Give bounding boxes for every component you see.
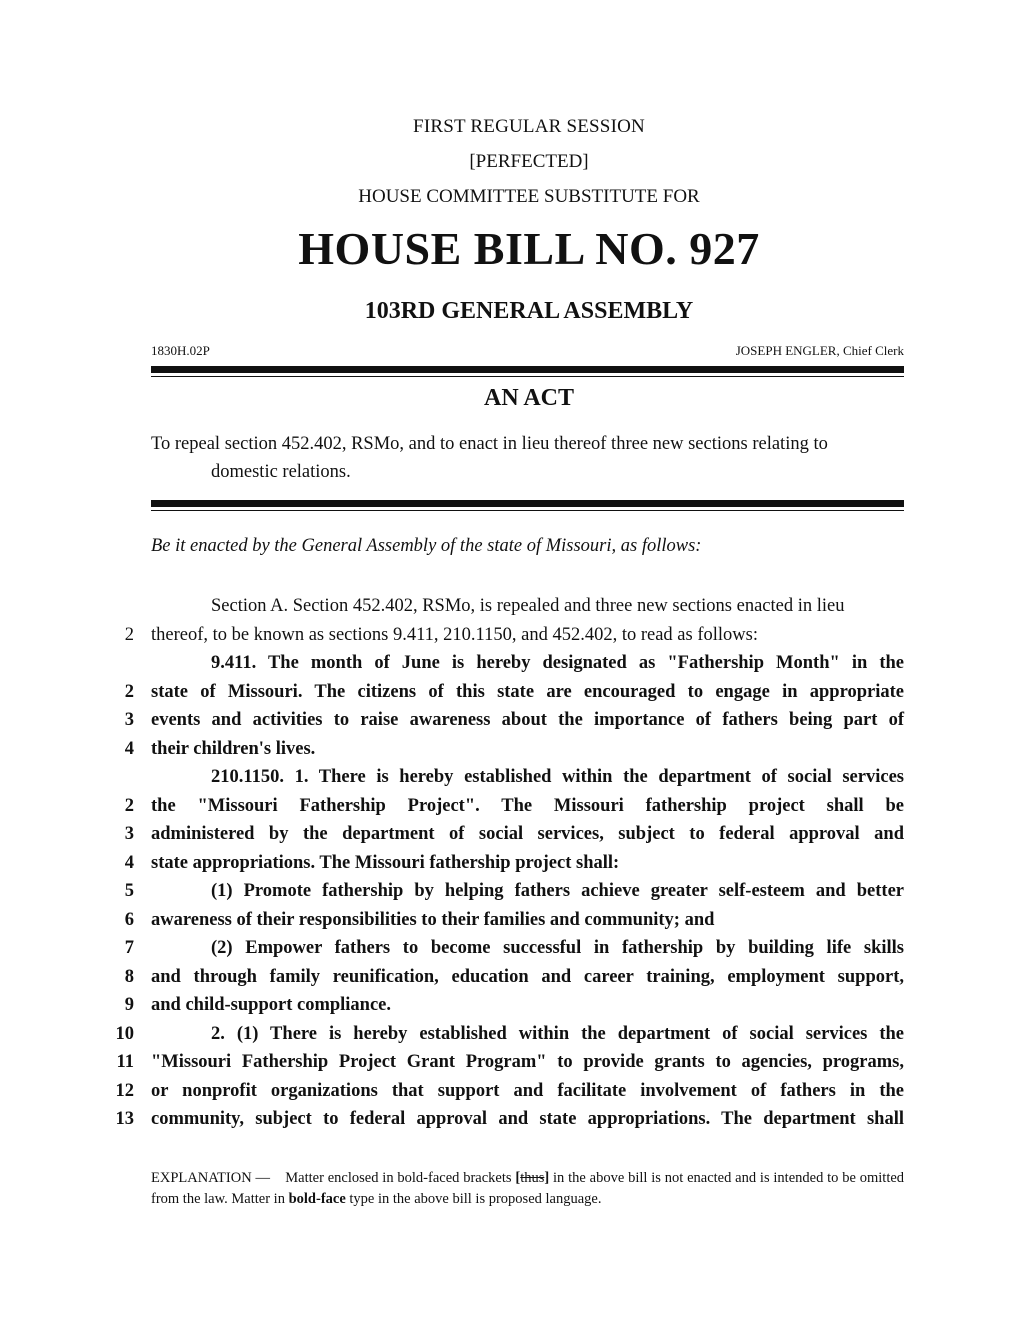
line-number: 12	[115, 1080, 134, 1101]
line-number: 3	[124, 710, 134, 730]
line-number: 11	[116, 1052, 134, 1072]
line-text: and through family reunification, education and career training, employment support,	[151, 966, 904, 987]
bill-body	[0, 592, 1024, 1134]
line-number: 7	[124, 938, 134, 958]
line-number: 2	[124, 624, 134, 645]
line-text: awareness of their responsibilities to their families and community; and	[151, 909, 715, 930]
bill-line	[0, 1048, 1024, 1077]
line-number: 8	[124, 966, 134, 987]
bill-line	[0, 706, 1024, 735]
line-number: 5	[124, 881, 134, 901]
document-id: 1830H.02P	[151, 343, 210, 358]
line-text: 210.1150. 1. There is hereby established within the department of social services	[211, 767, 904, 787]
bold-face-term: bold-face	[288, 1191, 346, 1207]
line-text: their children's lives.	[151, 738, 316, 759]
bill-line	[0, 592, 1024, 621]
bill-line	[0, 820, 1024, 849]
line-text: (1) Promote fathership by helping fathers achieve greater self-esteem and better	[211, 881, 904, 901]
line-text: or nonprofit organizations that support and facilitate involvement of fathers in the	[151, 1080, 904, 1101]
line-text: 9.411. The month of June is hereby designated as "Fathership Month" in the	[211, 653, 904, 673]
act-heading: AN ACT	[483, 385, 574, 411]
bill-line	[0, 1077, 1024, 1106]
line-text: state of Missouri. The citizens of this state are encouraged to engage in appropriate	[151, 681, 904, 702]
line-text: the "Missouri Fathership Project". The Missouri fathership project shall be	[151, 795, 904, 816]
line-number: 6	[124, 909, 134, 930]
bill-line	[0, 792, 1024, 821]
bracket-open: [	[515, 1170, 521, 1186]
bill-line	[0, 991, 1024, 1020]
explanation-part-1: Matter enclosed in bold-faced brackets	[285, 1170, 512, 1186]
bill-status: [PERFECTED]	[469, 151, 589, 172]
line-text: "Missouri Fathership Project Grant Program" to provide grants to agencies, programs,	[151, 1052, 904, 1072]
line-text: administered by the department of social services, subject to federal approval and	[151, 824, 904, 844]
line-number: 13	[115, 1109, 134, 1129]
line-text: Section A. Section 452.402, RSMo, is repealed and three new sections enacted in lieu	[211, 596, 845, 616]
bracket-close: ]	[544, 1170, 550, 1186]
act-purpose-line-2: domestic relations.	[211, 462, 351, 482]
act-purpose	[151, 430, 904, 486]
bill-line	[0, 678, 1024, 707]
bill-line	[0, 1105, 1024, 1134]
bill-title: HOUSE BILL NO. 927	[298, 223, 760, 274]
line-number: 4	[124, 738, 134, 759]
act-purpose-line-1: To repeal section 452.402, RSMo, and to enact in lieu thereof three new sections relating to	[151, 434, 828, 454]
explanation-label: EXPLANATION —	[151, 1170, 271, 1186]
act-divider-thin	[151, 510, 904, 511]
line-text: and child-support compliance.	[151, 995, 392, 1015]
line-number: 3	[124, 824, 134, 844]
bill-line	[0, 877, 1024, 906]
line-number: 4	[124, 852, 134, 873]
chief-clerk: JOSEPH ENGLER, Chief Clerk	[735, 343, 904, 358]
bill-line	[0, 1020, 1024, 1049]
line-text: events and activities to raise awareness about the importance of fathers being part of	[151, 710, 904, 730]
bill-line	[0, 621, 1024, 650]
line-text: community, subject to federal approval and state appropriations. The department shall	[151, 1109, 904, 1129]
assembly-heading: 103RD GENERAL ASSEMBLY	[364, 298, 694, 324]
explanation-note	[151, 1168, 904, 1210]
header-divider-thick	[151, 366, 904, 373]
line-text: state appropriations. The Missouri fathership project shall:	[151, 852, 620, 873]
enacting-clause: Be it enacted by the General Assembly of the state of Missouri, as follows:	[151, 536, 702, 556]
line-number: 9	[124, 995, 134, 1015]
explanation-part-3: type in the above bill is proposed language.	[349, 1191, 602, 1207]
header-divider-thin	[151, 376, 904, 377]
struck-example: thus	[520, 1170, 545, 1186]
bill-line	[0, 963, 1024, 992]
line-number: 2	[124, 681, 134, 702]
bill-line	[0, 906, 1024, 935]
bill-line	[0, 934, 1024, 963]
act-divider-thick	[151, 500, 904, 507]
line-text: (2) Empower fathers to become successful in fathership by building life skills	[211, 938, 904, 958]
explanation-part-2: in the above bill is not enacted and is intended to be omitted from the law. Matter in	[151, 1170, 905, 1207]
bill-line	[0, 735, 1024, 764]
line-number: 10	[115, 1023, 134, 1044]
line-text: 2. (1) There is hereby established within the department of social services the	[211, 1023, 904, 1044]
line-text: thereof, to be known as sections 9.411, 210.1150, and 452.402, to read as follows:	[151, 624, 758, 645]
bill-line	[0, 763, 1024, 792]
bill-line	[0, 849, 1024, 878]
bill-line	[0, 649, 1024, 678]
session-heading: FIRST REGULAR SESSION	[413, 116, 645, 137]
line-number: 2	[124, 795, 134, 816]
substitute-heading: HOUSE COMMITTEE SUBSTITUTE FOR	[358, 186, 700, 207]
